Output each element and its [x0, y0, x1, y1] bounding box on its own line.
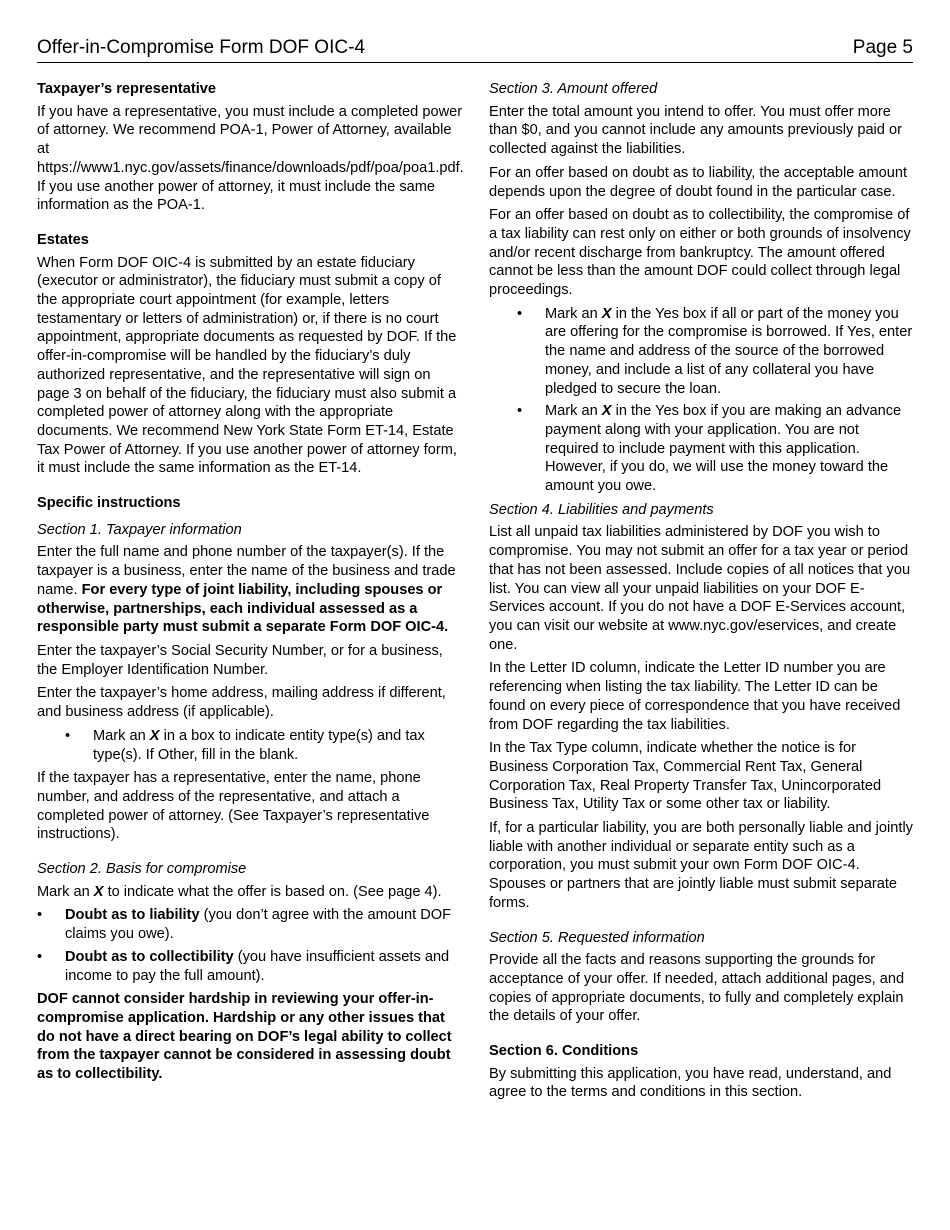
- specific-instructions-heading: Specific instructions: [37, 495, 181, 512]
- estates-paragraph: When Form DOF OIC-4 is submitted by an estate fiduciary (executor or administrator), the fiduciary must submit a copy of the appropriate court appointment (for example, letters testamentary or letters of administration) or, if there is no court appointment, appropriate documents as requested by DOF. If the offer-in-compromise will be handled by the fiduciary’s duly authorized representative, and the representative will sign on page 3 on behalf of the fiduciary, the fiduciary must also submit a completed power of attorney along with the appropriate documents. We recommend New York State Form ET-14, Estate Tax Power of Attorney. If you use another power of attorney form, it must include the same information as the ET-14.: [37, 254, 457, 477]
- section1-bullets: [37, 727, 463, 764]
- estates-heading: Estates: [37, 231, 89, 248]
- section2-paragraph-1: Mark an X to indicate what the offer is based on. (See page 4).: [37, 883, 442, 900]
- list-item: • Mark an X in the Yes box if you are making an advance payment along with your application. You are not required to include payment with this application. However, if you do, we will use the money toward the amount you owe.: [517, 403, 902, 495]
- section3-paragraph-3: For an offer based on doubt as to collectibility, the compromise of a tax liability can rest only on either or both grounds of insolvency and/or recent discharge from bankruptcy. The amount offered cannot be less than the amount DOF could collect through legal proceedings.: [489, 207, 911, 299]
- list-item: • Mark an X in the Yes box if all or part of the money you are offering for the compromise is borrowed. If Yes, enter the name and address of the source of the borrowed money, and include a list of any collateral you have pledged to secure the loan.: [517, 305, 913, 397]
- form-title: Offer-in-Compromise Form DOF OIC-4: [37, 37, 365, 58]
- section1-heading: Section 1. Taxpayer information: [37, 521, 242, 538]
- rep-heading: Taxpayer’s representative: [37, 81, 217, 97]
- section6-paragraph: By submitting this application, you have read, understand, and agree to the terms and conditions in this section.: [489, 1065, 892, 1101]
- list-item: • Doubt as to liability (you don’t agree with the amount DOF claims you owe).: [37, 907, 452, 943]
- bullet-icon: •: [37, 948, 43, 965]
- left-column: [37, 80, 463, 1089]
- section3-paragraph-2: For an offer based on doubt as to liability, the acceptable amount depends upon the degree of doubt found in the particular case.: [489, 164, 908, 200]
- section4-heading: Section 4. Liabilities and payments: [489, 501, 714, 518]
- section4-paragraph-3: In the Tax Type column, indicate whether the notice is for Business Corporation Tax, Commercial Rent Tax, General Corporation Tax, Real Property Transfer Tax, Unincorporated Business Tax, Utility Tax or some other tax or liability.: [489, 740, 882, 813]
- page-header: [37, 36, 913, 63]
- section1-paragraph-1: Enter the full name and phone number of the taxpayer(s). If the taxpayer is a business, enter the name of the business and trade name. For every type of joint liability, including spouses or otherwise, partnerships, each individual assessed as a responsible party must submit a separate Form DOF OIC-4.: [37, 544, 456, 636]
- page-number: Page 5: [852, 37, 913, 58]
- bullet-icon: •: [517, 305, 523, 322]
- section1-paragraph-3: Enter the taxpayer’s home address, mailing address if different, and business address (if applicable).: [37, 685, 446, 721]
- section2-bullets: [37, 906, 463, 985]
- section1-paragraph-4: If the taxpayer has a representative, enter the name, phone number, and address of the representative, and attach a completed power of attorney. (See Taxpayer’s representative instructions).: [37, 770, 430, 843]
- section4-paragraph-1: List all unpaid tax liabilities administered by DOF you wish to compromise. You may not submit an offer for a tax year or period that has not been assessed. Include copies of all notices that you list. You can view all your unpaid liabilities on your DOF E-Services account. If you do not have a DOF E-Services account, you can visit our website at www.nyc.gov/eservices, and create one.: [489, 524, 911, 653]
- bullet-icon: •: [517, 403, 523, 420]
- section4-paragraph-4: If, for a particular liability, you are both personally liable and jointly liable with another individual or separate entity such as a corporation, you must submit your own Form DOF OIC-4. Spouses or partners that are jointly liable must submit separate forms.: [489, 820, 913, 911]
- section5-heading: Section 5. Requested information: [489, 929, 705, 946]
- section2-heading: Section 2. Basis for compromise: [37, 861, 247, 878]
- section4-paragraph-2: In the Letter ID column, indicate the Letter ID number you are referencing when listing the tax liability. The Letter ID can be found on every piece of correspondence that you have received from DOF regarding the tax liabilities.: [489, 660, 901, 733]
- section5-paragraph: Provide all the facts and reasons supporting the grounds for acceptance of your offer. If needed, attach additional pages, and copies of appropriate documents, to fully and completely explain the details of your offer.: [489, 952, 905, 1025]
- section2-hardship-paragraph: DOF cannot consider hardship in reviewing your offer-in-compromise application. Hardship or any other issues that do not have a direct bearing on DOF’s legal ability to collect from the taxpayer cannot be considered in assessing doubt as to collectibility.: [37, 991, 452, 1083]
- rep-paragraph: If you have a representative, you must include a completed power of attorney. We recommend POA-1, Power of Attorney, available at https://www1.nyc.gov/assets/finance/downloads/pdf/poa/poa1.pdf. If you use another power of attorney, it must include the same information as the POA-1.: [37, 103, 464, 214]
- list-item: • Doubt as to collectibility (you have insufficient assets and income to pay the full amount).: [37, 948, 450, 984]
- section3-heading: Section 3. Amount offered: [489, 81, 658, 97]
- list-item: • Mark an X in a box to indicate entity type(s) and tax type(s). If Other, fill in the blank.: [65, 727, 425, 763]
- section3-bullets: [489, 305, 915, 496]
- bullet-icon: •: [37, 907, 43, 924]
- section3-paragraph-1: Enter the total amount you intend to offer. You must offer more than $0, and you cannot include any amounts previously paid or collected against the liabilities.: [489, 103, 902, 158]
- bullet-icon: •: [65, 727, 71, 744]
- right-column: [489, 80, 915, 1107]
- section1-paragraph-2: Enter the taxpayer’s Social Security Number, or for a business, the Employer Identification Number.: [37, 642, 443, 678]
- section6-heading: Section 6. Conditions: [489, 1043, 639, 1060]
